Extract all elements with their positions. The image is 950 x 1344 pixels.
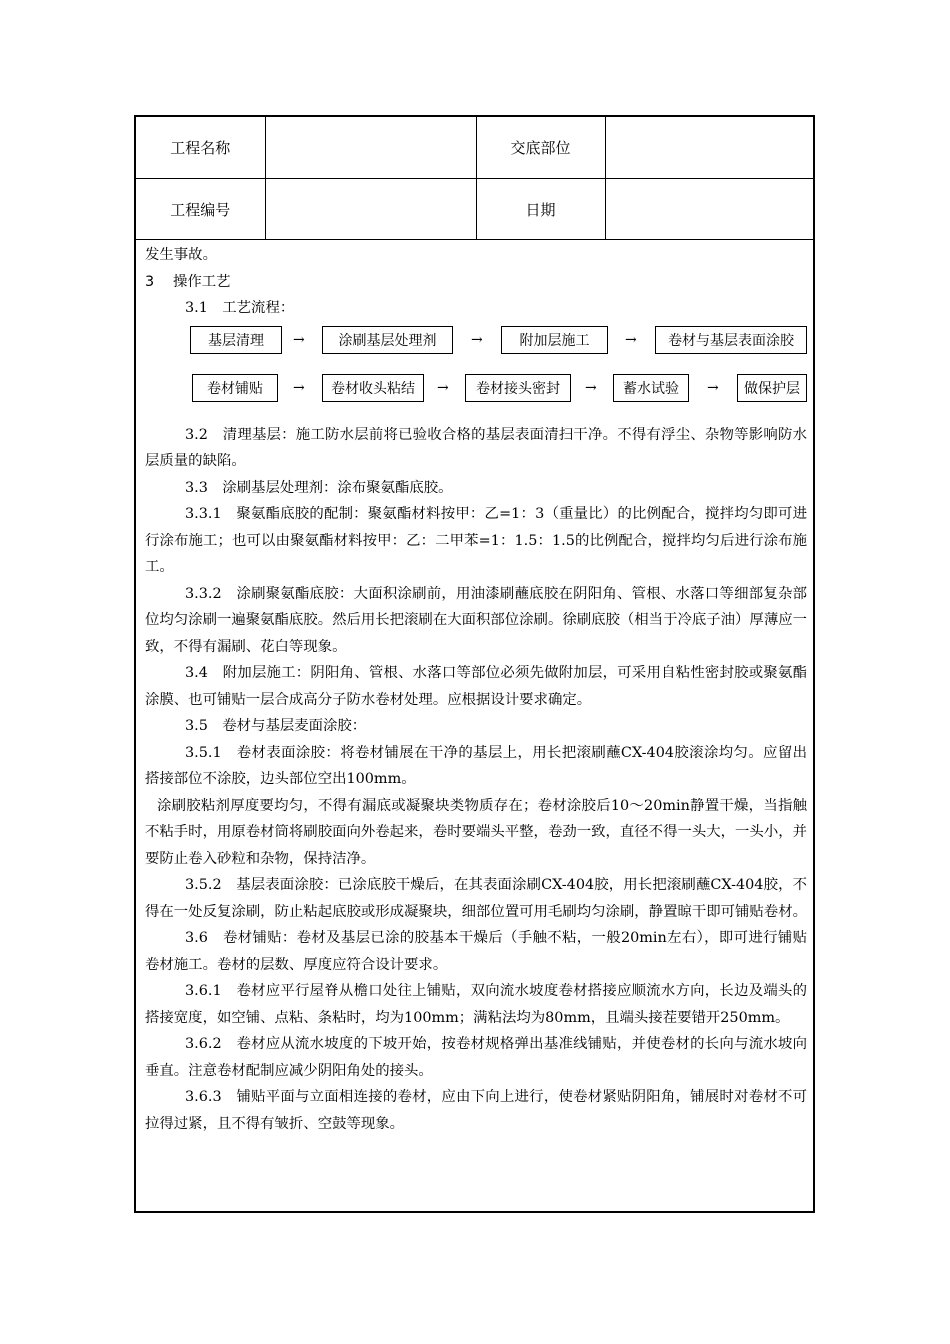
para-3-5-1-continued: 涂刷胶粘剂厚度要均匀，不得有漏底或凝聚块类物质存在；卷材涂胶后10～20min静置干燥，当指触不粘手时，用原卷材筒将刷胶面向外卷起来，卷时要端头平整，卷劲一致，直径不得一头大，一头小，并要防止卷入砂粒和杂物，保持洁净。: [145, 797, 807, 867]
date-label: 日期: [476, 179, 605, 240]
flow-arrow-icon: →: [707, 379, 719, 396]
flow-step-4: 卷材与基层表面涂胶: [655, 326, 807, 354]
section-3-number: 3: [145, 273, 155, 290]
flow-step-3: 附加层施工: [501, 326, 608, 354]
project-no-label: 工程编号: [136, 179, 265, 240]
project-name-label: 工程名称: [136, 117, 265, 179]
para-3-6-3: 3.6.3 铺贴平面与立面相连接的卷材，应由下向上进行，使卷材紧贴阴阳角，铺展时对卷材不可拉得过紧，且不得有皱折、空鼓等现象。: [145, 1089, 807, 1132]
flow-step-7: 卷材接头密封: [465, 374, 571, 402]
flow-arrow-icon: →: [293, 379, 305, 396]
flow-step-9: 做保护层: [737, 374, 807, 402]
flow-arrow-icon: →: [585, 379, 597, 396]
project-name-value[interactable]: [265, 117, 476, 179]
flow-step-1: 基层清理: [190, 326, 282, 354]
continued-text: 发生事故。: [145, 247, 217, 263]
date-value[interactable]: [605, 179, 813, 240]
document-frame: [134, 115, 815, 1213]
para-3-5-1: 3.5.1 卷材表面涂胶：将卷材铺展在干净的基层上，用长把滚刷蘸CX-404胶滚涂均匀。应留出搭接部位不涂胶，边头部位空出100mm。: [145, 744, 807, 787]
section-3-title: 操作工艺: [173, 273, 231, 290]
para-3-3-2: 3.3.2 涂刷聚氨酯底胶：大面积涂刷前，用油漆刷蘸底胶在阴阳角、管根、水落口等细部复杂部位均匀涂刷一遍聚氨酯底胶。然后用长把滚刷在大面积部位涂刷。徐刷底胶（相当于冷底子油）厚薄应一致，不得有漏刷、花白等现象。: [145, 585, 807, 655]
flow-arrow-icon: →: [293, 331, 305, 348]
para-3-6-1: 3.6.1 卷材应平行屋脊从檐口处往上铺贴，双向流水坡度卷材搭接应顺流水方向，长边及端头的搭接宽度，如空铺、点粘、条粘时，均为100mm；满粘法均为80mm，且端头接茬要错开250mm。: [145, 983, 807, 1026]
process-flow-chart: [145, 326, 807, 420]
header-table: [136, 117, 813, 240]
para-3-6: 3.6 卷材铺贴：卷材及基层已涂的胶基本干燥后（手触不粘，一般20min左右），即可进行铺贴卷材施工。卷材的层数、厚度应符合设计要求。: [145, 930, 807, 973]
body-text: [145, 242, 807, 1137]
para-3-3-1: 3.3.1 聚氨酯底胶的配制：聚氨酯材料按甲：乙=1：3（重量比）的比例配合，搅拌均匀即可进行涂布施工；也可以由聚氨酯材料按甲：乙：二甲苯=1：1.5：1.5的比例配合，搅拌均匀后进行涂布施工。: [145, 506, 807, 575]
flow-step-8: 蓄水试验: [613, 374, 689, 402]
para-3-3: 3.3 涂刷基层处理剂：涂布聚氨酯底胶。: [185, 479, 453, 496]
para-3-6-2: 3.6.2 卷材应从流水坡度的下坡开始，按卷材规格弹出基准线铺贴，并使卷材的长向与流水坡向垂直。注意卷材配制应减少阴阳角处的接头。: [145, 1036, 807, 1079]
flow-arrow-icon: →: [625, 331, 637, 348]
para-3-4: 3.4 附加层施工：阴阳角、管根、水落口等部位必须先做附加层，可采用自粘性密封胶或聚氨酯涂膜、也可铺贴一层合成高分子防水卷材处理。应根据设计要求确定。: [145, 665, 807, 708]
part-value[interactable]: [605, 117, 813, 179]
project-no-value[interactable]: [265, 179, 476, 240]
flow-arrow-icon: →: [471, 331, 483, 348]
flow-step-2: 涂刷基层处理剂: [322, 326, 453, 354]
part-label: 交底部位: [476, 117, 605, 179]
section-3-heading: [145, 269, 807, 296]
flow-step-5: 卷材铺贴: [192, 374, 278, 402]
para-3-5: 3.5 卷材与基层麦面涂胶：: [185, 718, 367, 734]
flow-step-6: 卷材收头粘结: [322, 374, 424, 402]
para-3-1: 3.1 工艺流程：: [185, 300, 295, 316]
para-3-5-2: 3.5.2 基层表面涂胶：已涂底胶干燥后，在其表面涂刷CX-404胶，用长把滚刷蘸CX-404胶，不得在一处反复涂刷，防止粘起底胶或形成凝聚块，细部位置可用毛刷均匀涂刷，静置晾干即可铺贴卷材。: [145, 877, 807, 920]
para-3-2: 3.2 清理基层：施工防水层前将已验收合格的基层表面清扫干净。不得有浮尘、杂物等影响防水层质量的缺陷。: [145, 426, 807, 469]
flow-arrow-icon: →: [437, 379, 449, 396]
